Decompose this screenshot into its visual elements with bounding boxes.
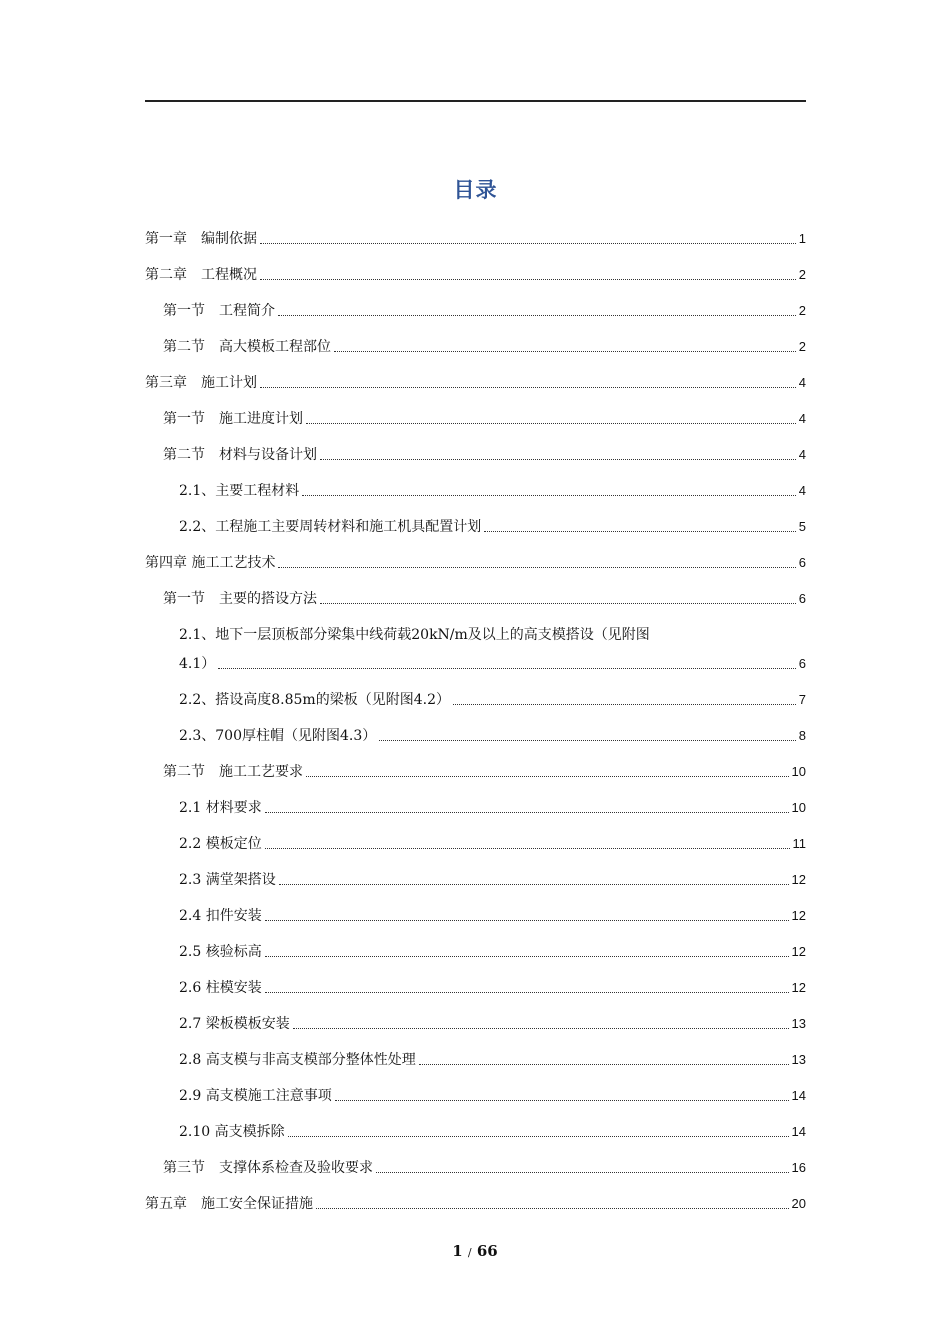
page-number-footer (0, 1242, 950, 1260)
toc-entry-subsection[interactable] (145, 891, 806, 927)
dot-leader (288, 1136, 789, 1137)
toc-entry-page: 6 (798, 656, 806, 671)
toc-entry-page: 10 (791, 764, 806, 779)
toc-entry-label: 2.1、主要工程材料 (179, 483, 300, 499)
toc-entry-label-line2: 4.1） (179, 656, 216, 672)
toc-entry-page: 2 (798, 303, 806, 318)
toc-entry-subsection[interactable] (145, 502, 806, 538)
toc-entry-section[interactable] (145, 574, 806, 610)
dot-leader (279, 884, 789, 885)
toc-entry-subsection[interactable] (145, 963, 806, 999)
toc-entry-page: 2 (798, 339, 806, 354)
toc-entry-label: 2.3、700厚柱帽（见附图4.3） (179, 728, 377, 744)
dot-leader (379, 740, 796, 741)
toc-entry-label: 第四章 施工工艺技术 (145, 555, 276, 571)
toc-entry-subsection[interactable] (145, 675, 806, 711)
toc-entry-subsection[interactable] (145, 711, 806, 747)
dot-leader (278, 567, 795, 568)
toc-entry-page: 8 (798, 728, 806, 743)
toc-entry-page: 4 (798, 411, 806, 426)
dot-leader (376, 1172, 789, 1173)
toc-entry-page: 20 (791, 1196, 806, 1211)
toc-entry-label: 第三节 支撑体系检查及验收要求 (163, 1160, 373, 1176)
toc-entry-label: 2.4 扣件安装 (179, 908, 262, 924)
toc-entry-label: 2.8 高支模与非高支模部分整体性处理 (179, 1052, 416, 1068)
toc-entry-subsection[interactable] (145, 819, 806, 855)
toc-entry-page: 4 (798, 375, 806, 390)
dot-leader (334, 351, 796, 352)
dot-leader (218, 668, 796, 669)
toc-entry-page: 6 (798, 555, 806, 570)
toc-entry-label: 2.2 模板定位 (179, 836, 262, 852)
dot-leader (335, 1100, 789, 1101)
dot-leader (260, 387, 796, 388)
toc-entry-page: 4 (798, 483, 806, 498)
page-separator: / (467, 1246, 472, 1259)
toc-entry-page: 12 (791, 944, 806, 959)
dot-leader (306, 776, 789, 777)
dot-leader (293, 1028, 789, 1029)
toc-entry-page: 14 (791, 1088, 806, 1103)
toc-entry-page: 1 (798, 231, 806, 246)
toc-entry-chapter-4[interactable] (145, 538, 806, 574)
table-of-contents (145, 214, 806, 1215)
toc-entry-subsection[interactable] (145, 1071, 806, 1107)
toc-entry-page: 14 (791, 1124, 806, 1139)
toc-entry-page: 12 (791, 908, 806, 923)
toc-entry-page: 4 (798, 447, 806, 462)
toc-entry-subsection[interactable] (145, 999, 806, 1035)
dot-leader (278, 315, 796, 316)
total-pages: 66 (476, 1242, 498, 1260)
toc-entry-subsection[interactable] (145, 855, 806, 891)
dot-leader (265, 992, 789, 993)
toc-entry-label: 2.5 核验标高 (179, 944, 262, 960)
dot-leader (265, 848, 790, 849)
toc-entry-page: 12 (791, 872, 806, 887)
toc-entry-page: 13 (791, 1016, 806, 1031)
toc-entry-page: 7 (798, 692, 806, 707)
toc-entry-label: 2.1 材料要求 (179, 800, 262, 816)
toc-entry-subsection[interactable] (145, 783, 806, 819)
dot-leader (320, 459, 796, 460)
toc-entry-label: 第一节 工程简介 (163, 303, 275, 319)
toc-entry-page: 12 (791, 980, 806, 995)
dot-leader (306, 423, 796, 424)
current-page-number: 1 (452, 1242, 463, 1260)
toc-entry-section[interactable] (145, 286, 806, 322)
toc-entry-section[interactable] (145, 322, 806, 358)
toc-entry-label: 第一节 施工进度计划 (163, 411, 303, 427)
header-rule (145, 100, 806, 102)
toc-entry-page: 6 (798, 591, 806, 606)
dot-leader (265, 920, 789, 921)
dot-leader (265, 956, 789, 957)
toc-entry-label: 第一节 主要的搭设方法 (163, 591, 317, 607)
toc-entry-label: 第五章 施工安全保证措施 (145, 1196, 313, 1212)
toc-entry-page: 5 (798, 519, 806, 534)
toc-entry-subsection[interactable] (145, 610, 806, 675)
toc-entry-chapter-2[interactable] (145, 250, 806, 286)
dot-leader (320, 603, 796, 604)
toc-entry-label: 2.3 满堂架搭设 (179, 872, 276, 888)
dot-leader (302, 495, 796, 496)
dot-leader (265, 812, 789, 813)
toc-entry-page: 16 (791, 1160, 806, 1175)
toc-entry-label: 第一章 编制依据 (145, 231, 257, 247)
dot-leader (260, 279, 796, 280)
toc-entry-label: 2.6 柱模安装 (179, 980, 262, 996)
toc-entry-label: 第二章 工程概况 (145, 267, 257, 283)
dot-leader (419, 1064, 789, 1065)
toc-entry-label: 第二节 施工工艺要求 (163, 764, 303, 780)
toc-entry-section[interactable] (145, 430, 806, 466)
toc-entry-label: 第二节 材料与设备计划 (163, 447, 317, 463)
dot-leader (260, 243, 796, 244)
toc-entry-label: 2.9 高支模施工注意事项 (179, 1088, 332, 1104)
toc-entry-label: 2.10 高支模拆除 (179, 1124, 285, 1140)
dot-leader (316, 1208, 789, 1209)
toc-entry-label: 2.2、工程施工主要周转材料和施工机具配置计划 (179, 519, 482, 535)
toc-entry-section[interactable] (145, 1143, 806, 1179)
toc-entry-section[interactable] (145, 747, 806, 783)
toc-entry-chapter-1[interactable] (145, 214, 806, 250)
toc-entry-subsection[interactable] (145, 927, 806, 963)
toc-entry-page: 2 (798, 267, 806, 282)
toc-entry-label: 第二节 高大模板工程部位 (163, 339, 331, 355)
toc-entry-label-line1: 2.1、地下一层顶板部分梁集中线荷载20kN/m及以上的高支模搭设（见附图 (179, 627, 650, 643)
toc-entry-page: 10 (791, 800, 806, 815)
toc-entry-page: 11 (792, 836, 806, 851)
toc-entry-subsection[interactable] (145, 466, 806, 502)
toc-entry-subsection[interactable] (145, 1107, 806, 1143)
toc-entry-label: 2.2、搭设高度8.85m的梁板（见附图4.2） (179, 692, 450, 708)
dot-leader (453, 704, 796, 705)
toc-entry-chapter-3[interactable] (145, 358, 806, 394)
toc-entry-page: 13 (791, 1052, 806, 1067)
toc-entry-chapter-5[interactable] (145, 1179, 806, 1215)
toc-entry-label: 第三章 施工计划 (145, 375, 257, 391)
dot-leader (484, 531, 796, 532)
toc-entry-section[interactable] (145, 394, 806, 430)
toc-entry-subsection[interactable] (145, 1035, 806, 1071)
toc-title: 目录 (453, 178, 498, 202)
toc-entry-label: 2.7 梁板模板安装 (179, 1016, 290, 1032)
